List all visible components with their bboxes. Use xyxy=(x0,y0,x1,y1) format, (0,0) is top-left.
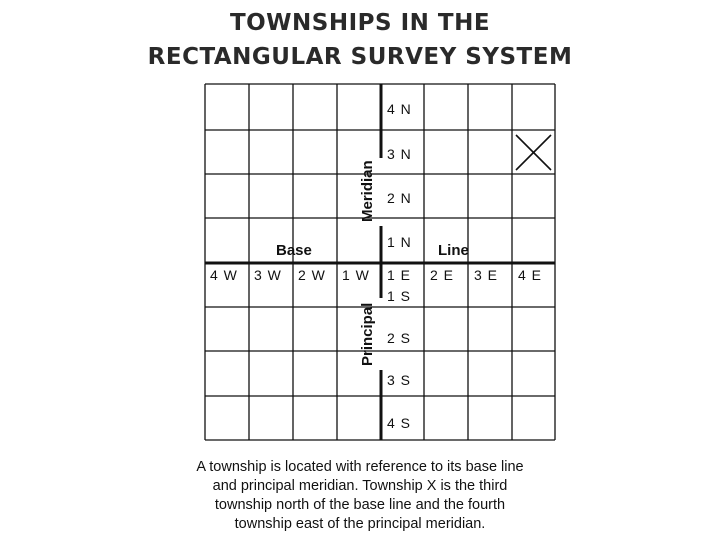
label-2s: 2 S xyxy=(387,330,412,346)
label-1n: 1 N xyxy=(387,234,412,250)
label-3s: 3 S xyxy=(387,372,412,388)
base-word: Base xyxy=(276,242,312,259)
label-1s: 1 S xyxy=(387,288,412,304)
north-labels xyxy=(387,101,412,250)
label-1e: 1 E xyxy=(387,267,412,283)
label-1w: 1 W xyxy=(342,267,370,283)
township-x-marker xyxy=(516,135,551,170)
caption xyxy=(180,458,540,534)
caption-line: township east of the principal meridian. xyxy=(234,516,486,532)
page-title-line-2: RECTANGULAR SURVEY SYSTEM xyxy=(147,44,573,70)
principal-word: Principal xyxy=(359,302,376,366)
east-labels xyxy=(387,267,542,283)
label-4s: 4 S xyxy=(387,415,412,431)
label-3n: 3 N xyxy=(387,146,412,162)
south-labels xyxy=(387,288,411,431)
label-3e: 3 E xyxy=(474,267,499,283)
label-3w: 3 W xyxy=(254,267,282,283)
label-2n: 2 N xyxy=(387,190,412,206)
west-labels xyxy=(210,267,370,283)
caption-line: and principal meridian. Township X is the third xyxy=(212,478,508,494)
line-word: Line xyxy=(438,242,469,259)
grid-lines xyxy=(205,84,555,440)
label-4w: 4 W xyxy=(210,267,238,283)
meridian-word: Meridian xyxy=(359,160,376,222)
label-2e: 2 E xyxy=(430,267,455,283)
caption-line: A township is located with reference to its base line xyxy=(196,459,524,475)
label-4e: 4 E xyxy=(518,267,543,283)
page-title-line-1: TOWNSHIPS IN THE xyxy=(229,10,491,36)
caption-line: township north of the base line and the fourth xyxy=(214,497,506,513)
label-2w: 2 W xyxy=(298,267,326,283)
label-4n: 4 N xyxy=(387,101,412,117)
